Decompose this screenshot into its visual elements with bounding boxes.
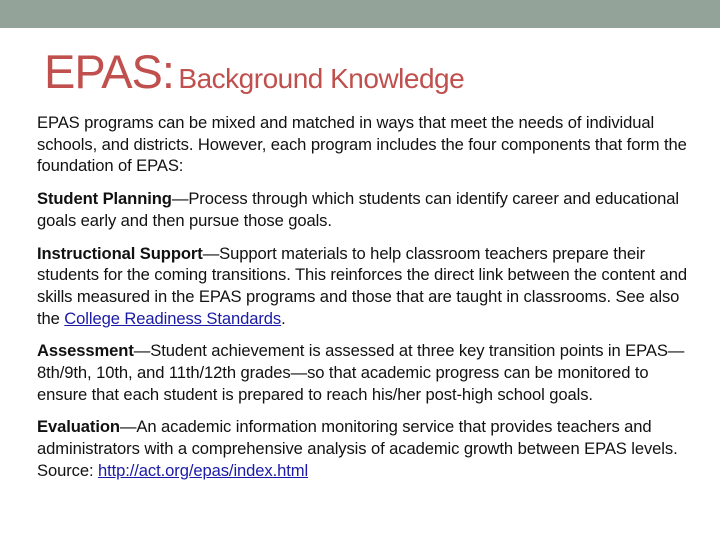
title-sub: Background Knowledge [178, 63, 465, 94]
slide-title [44, 45, 465, 98]
section-term: Evaluation [37, 417, 120, 437]
top-bar [0, 0, 720, 28]
section-instructional-support [37, 243, 687, 330]
slide-body [37, 112, 687, 493]
title-main: EPAS: [44, 45, 174, 98]
college-readiness-link[interactable]: College Readiness Standards [64, 308, 282, 328]
section-term: Instructional Support [37, 243, 203, 263]
section-evaluation [37, 416, 687, 481]
section-text: —An academic information monitoring service that provides teachers and administrators with a comprehensive analysis of academic growth between EPAS levels. Source: [37, 417, 678, 480]
section-text: —Support materials to help classroom teachers prepare their students for the coming transitions. This reinforces the direct link between the content and skills measured in the EPAS programs and those that are taught in classrooms. See also the [37, 243, 687, 328]
intro-paragraph: EPAS programs can be mixed and matched in ways that meet the needs of individual schools, and districts. However, each program includes the four components that form the foundation of EPAS: [37, 113, 687, 176]
section-term: Assessment [37, 341, 134, 361]
section-student-planning [37, 188, 687, 231]
source-link[interactable]: http://act.org/epas/index.html [98, 460, 309, 480]
section-text: —Process through which students can identify career and educational goals early and then pursue those goals. [37, 189, 679, 230]
section-assessment [37, 340, 687, 405]
section-term: Student Planning [37, 189, 172, 209]
section-text: —Student achievement is assessed at three key transition points in EPAS—8th/9th, 10th, and 11th/12th grades—so that academic progress can be monitored to ensure that each student is prepared to reach his/her post-high school goals. [37, 341, 685, 404]
section-text-end: . [281, 308, 286, 328]
